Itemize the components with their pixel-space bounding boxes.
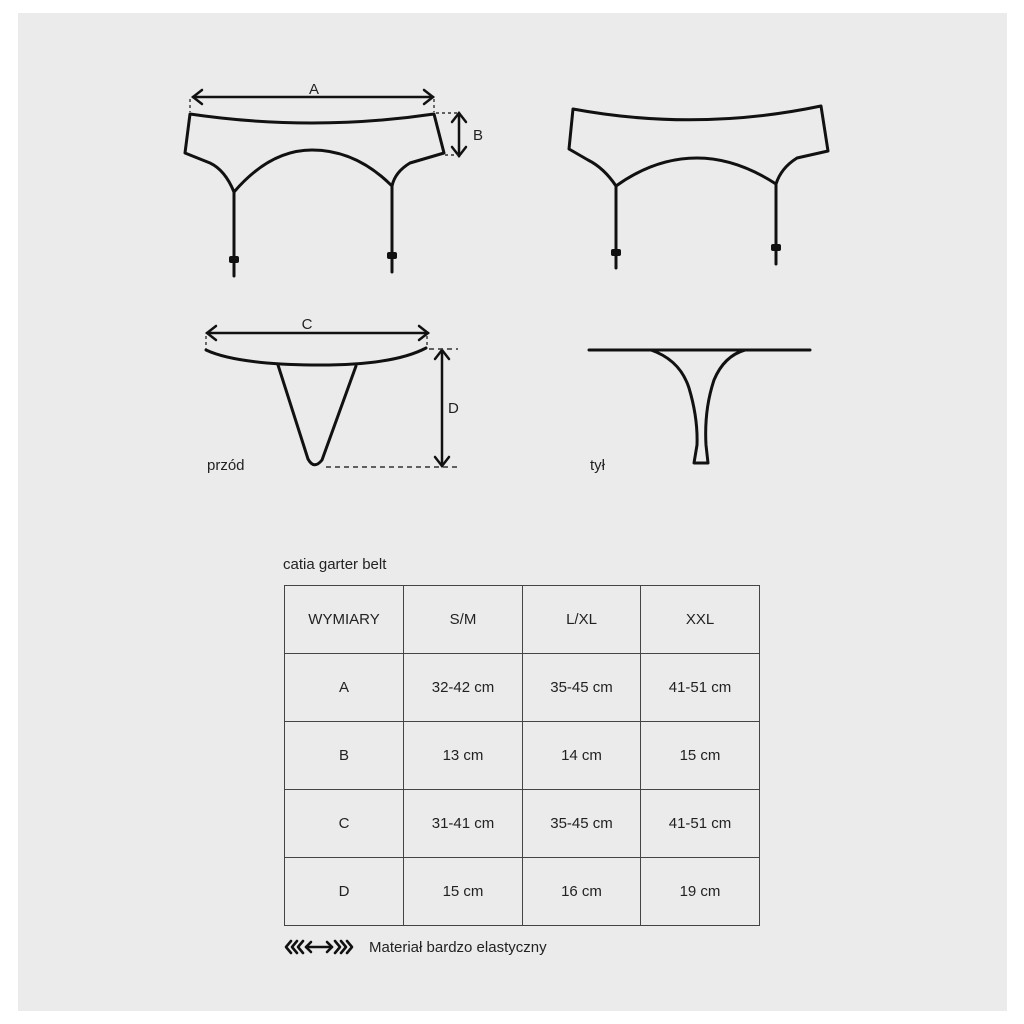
table-cell: 13 cm: [404, 722, 523, 790]
table-header-row: [285, 586, 760, 654]
table-cell: 19 cm: [641, 858, 760, 926]
table-cell: 16 cm: [523, 858, 641, 926]
garter-belt-front-drawing: [185, 114, 444, 276]
header-cell: S/M: [404, 586, 523, 654]
table-cell: 35-45 cm: [523, 654, 641, 722]
table-cell: 15 cm: [641, 722, 760, 790]
header-cell: XXL: [641, 586, 760, 654]
footnote: [284, 937, 547, 957]
table-cell: 31-41 cm: [404, 790, 523, 858]
dimension-c-guides: [206, 336, 427, 349]
thong-front-drawing: [206, 348, 426, 465]
label-d: D: [448, 400, 459, 417]
label-c: C: [301, 316, 313, 333]
dimension-d-guides: [326, 349, 460, 467]
table-cell: A: [285, 654, 404, 722]
dimension-a-guides: [190, 99, 434, 112]
table-cell: 15 cm: [404, 858, 523, 926]
dimension-c-arrow: [207, 326, 428, 340]
front-label: przód: [207, 457, 245, 474]
footnote-text: Materiał bardzo elastyczny: [369, 938, 547, 956]
back-label: tył: [590, 457, 605, 474]
dimension-d-arrow: [435, 350, 449, 466]
label-a: A: [308, 81, 320, 98]
garter-clip: [611, 244, 781, 256]
table-cell: D: [285, 858, 404, 926]
size-table: [284, 585, 760, 926]
table-row: [285, 790, 760, 858]
table-title: catia garter belt: [283, 556, 387, 573]
table-cell: 14 cm: [523, 722, 641, 790]
garter-clip: [229, 252, 397, 263]
thong-back-drawing: [589, 350, 810, 463]
table-cell: C: [285, 790, 404, 858]
dimension-b-arrow: [452, 113, 466, 156]
table-row: [285, 858, 760, 926]
label-b: B: [473, 127, 484, 144]
garter-belt-back-drawing: [569, 106, 828, 268]
header-cell: L/XL: [523, 586, 641, 654]
table-cell: B: [285, 722, 404, 790]
table-cell: 32-42 cm: [404, 654, 523, 722]
header-cell: WYMIARY: [285, 586, 404, 654]
stretch-arrows-icon: [284, 939, 354, 955]
table-cell: 41-51 cm: [641, 654, 760, 722]
table-row: [285, 722, 760, 790]
table-row: [285, 654, 760, 722]
table-cell: 41-51 cm: [641, 790, 760, 858]
table-cell: 35-45 cm: [523, 790, 641, 858]
